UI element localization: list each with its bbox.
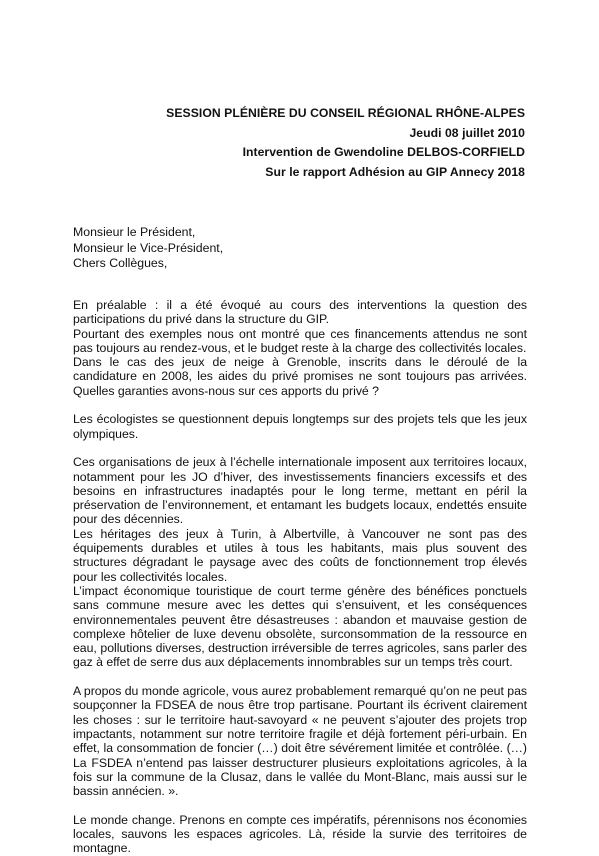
- paragraph-preamble: En préalable : il a été évoqué au cours des interventions la question des participations du privé dans la structure du GIP.: [73, 298, 527, 327]
- paragraph-conclusion: Le monde change. Prenons en compte ces impératifs, pérennisons nos économies locales, sauvons les espaces agricoles. Là, réside la survie des territoires de montagne.: [73, 812, 527, 856]
- report-subject: Sur le rapport Adhésion au GIP Annecy 2018: [265, 164, 525, 179]
- paragraph-heritage: Les héritages des jeux à Turin, à Albertville, à Vancouver ne sont pas des équipements durables et utiles à tous les habitants, mais plus souvent des structures dégradant le paysage avec des coûts de fonctionnement trop élevés pour les collectivités locales.: [73, 526, 527, 584]
- paragraph-grenoble: Dans le cas des jeux de neige à Grenoble, inscrits dans le déroulé de la candidature en 2008, les aides du privé promises ne sont toujours pas arrivées. Quelles garanties avons-nous sur ces apports du privé ?: [73, 355, 527, 398]
- speaker-line: Intervention de Gwendoline DELBOS-CORFIELD: [242, 145, 525, 160]
- paragraph-organisations: Ces organisations de jeux à l’échelle internationale imposent aux territoires locaux, notamment pour les JO d’hiver, des investissements financiers excessifs et des besoins en infrastructures inadaptés pour le long terme, mettant en péril la préservation de l’environnement, et entamant les budgets locaux, endettés ensuite pour des décennies.: [73, 455, 527, 527]
- salutation-colleagues: Chers Collègues,: [73, 256, 168, 270]
- salutation: [73, 225, 223, 272]
- paragraph-ecologists: Les écologistes se questionnent depuis longtemps sur des projets tels que les jeux olympiques.: [73, 412, 527, 441]
- session-date: Jeudi 08 juillet 2010: [409, 125, 525, 140]
- paragraph-funding: Pourtant des exemples nous ont montré que ces financements attendus ne sont pas toujours au rendez-vous, et le budget reste à la charge des collectivités locales.: [73, 326, 527, 355]
- salutation-vice-president: Monsieur le Vice-Président,: [73, 240, 224, 255]
- session-title: SESSION PLÉNIÈRE DU CONSEIL RÉGIONAL RHÔNE-ALPES: [166, 106, 525, 120]
- document-header: [166, 104, 525, 182]
- salutation-president: Monsieur le Président,: [73, 225, 196, 239]
- speech-body: [73, 298, 527, 856]
- paragraph-agriculture: A propos du monde agricole, vous aurez probablement remarqué qu’on ne peut pas soupçonner la FDSEA de nous être trop partisane. Pourtant ils écrivent clairement les choses : sur le territoire haut-savoyard « ne peuvent s’ajouter des projets trop impactants, notamment sur notre territoire fragile et déjà fortement péri-urbain. En effet, la consommation de foncier (…) doit être sévérement limitée et contrôlée. (…) La FSDEA n’entend pas laisser destructurer plusieurs exploitations agricoles, à la fois sur la commune de la Clusaz, dans le vallée du Mont-Blanc, mais aussi sur le bassin annécien. ».: [73, 684, 527, 799]
- paragraph-economic-impact: L’impact économique touristique de court terme génère des bénéfices ponctuels sans commune mesure avec les dettes qui s’ensuivent, et les conséquences environnementales peuvent être désastreuses : abandon et mauvaise gestion de complexe hôtelier de luxe devenu obsolète, surconsommation de la ressource en eau, pollutions diverses, destruction irréversible de terres agricoles, sans parler des gaz à effet de serre dus aux déplacements innombrables sur un temps très court.: [73, 583, 527, 670]
